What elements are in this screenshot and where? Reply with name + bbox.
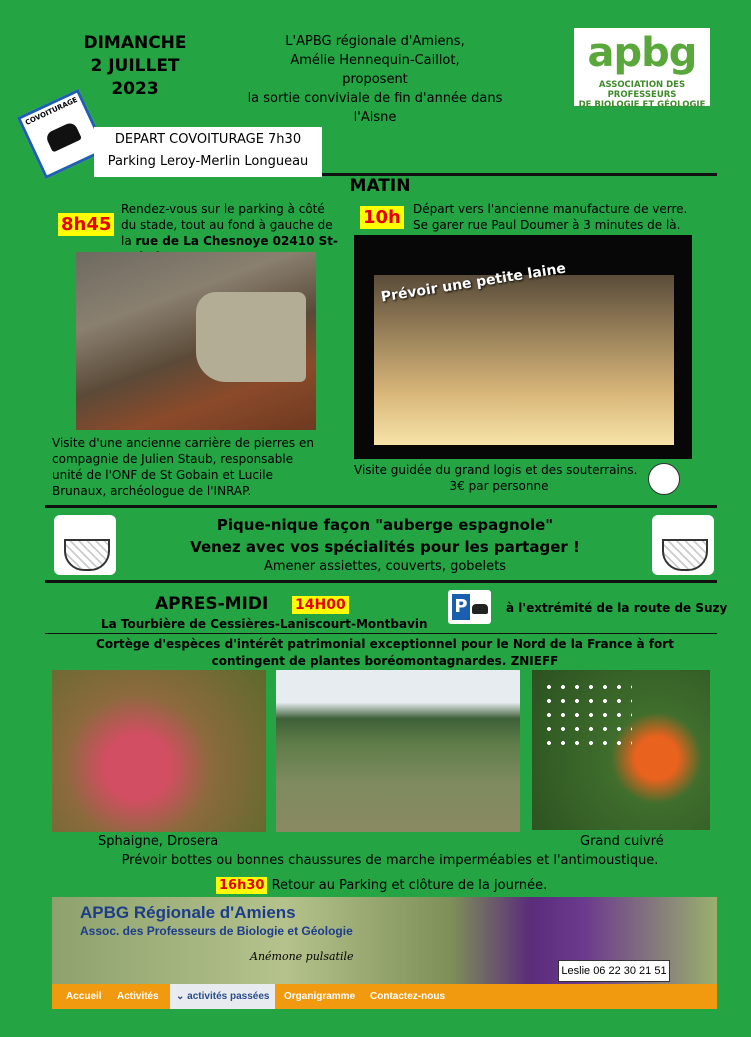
- date-month: 2 JUILLET: [90, 56, 180, 76]
- intro-line: L'APBG régionale d'Amiens,: [285, 34, 465, 49]
- intro-line: l'Aisne: [353, 110, 397, 125]
- caption-line: Visite guidée du grand logis et des souterrains.: [354, 463, 638, 477]
- nav-bar: [52, 984, 717, 1009]
- banner-subtitle: Assoc. des Professeurs de Biologie et Géologie: [80, 924, 353, 938]
- logo-word: apbg: [587, 30, 697, 76]
- picnic-info: [130, 514, 640, 576]
- time-14h: 14H00: [292, 596, 349, 614]
- nav-contact[interactable]: Contactez-nous: [370, 991, 445, 1002]
- quarry-caption: Visite d'une ancienne carrière de pierres en compagnie de Julien Staub, responsable unité de l'ONF de St Gobain et Lucile Brunaux, archéologue de l'INRAP.: [52, 436, 314, 498]
- contact-phone: Leslie 06 22 30 21 51: [558, 960, 670, 982]
- date-year: 2023: [111, 79, 159, 99]
- banner-flower-name: Anémone pulsatile: [250, 950, 354, 963]
- nav-label: activités passées: [187, 991, 270, 1002]
- time-badge: [292, 594, 349, 613]
- photo-caption-laine: Prévoir une petite laine: [379, 260, 567, 306]
- section-title-apres-midi: APRES-MIDI: [155, 594, 269, 614]
- covoiturage-box: [94, 127, 322, 177]
- apbg-banner: [52, 897, 717, 984]
- intro-line: la sortie conviviale de fin d'année dans: [247, 91, 503, 106]
- car-icon: [45, 121, 82, 153]
- covoiturage-place: Parking Leroy-Merlin Longueau: [107, 154, 309, 169]
- divider: [45, 505, 717, 508]
- manufacture-caption: [354, 462, 644, 494]
- picnic-bring: Amener assiettes, couverts, gobelets: [263, 559, 507, 574]
- time-10h: 10h: [360, 206, 404, 229]
- logo-sub-line: DE BIOLOGIE ET GÉOLOGIE: [578, 100, 706, 110]
- parking-p: P: [452, 594, 470, 620]
- price: 3€ par personne: [449, 479, 549, 493]
- glassworks-text: Départ vers l'ancienne manufacture de verre. Se garer rue Paul Doumer à 3 minutes de là.: [413, 202, 688, 232]
- nav-activites-passees[interactable]: [170, 984, 275, 1009]
- banner-title: APBG Régionale d'Amiens: [80, 903, 296, 922]
- time-badge: [58, 214, 114, 235]
- butterfly-photo: [532, 670, 710, 830]
- chevron-down-icon: ⌄: [176, 991, 188, 1002]
- section-title-matin: MATIN: [349, 176, 411, 196]
- building-shape: [374, 275, 674, 445]
- drosera-photo: [52, 670, 266, 832]
- intro-line: Amélie Hennequin-Caillot,: [290, 53, 460, 68]
- apbg-logo: [574, 28, 710, 110]
- basket-body: [64, 539, 110, 571]
- flower-shape: [542, 680, 632, 750]
- intro-line: proposent: [342, 72, 408, 87]
- parking-text: à l'extrémité de la route de Suzy: [506, 601, 728, 615]
- divider: [45, 633, 717, 634]
- time-16h30: 16h30: [216, 877, 267, 894]
- logo-sub-line: ASSOCIATION DES PROFESSEURS: [598, 80, 686, 100]
- intro-text: [245, 32, 505, 127]
- picnic-basket-icon: [54, 515, 116, 575]
- time-badge: [360, 207, 404, 228]
- divider: [45, 580, 717, 583]
- meeting-text: Rendez-vous sur le parking à côté du stade, tout au fond à gauche de la: [121, 202, 333, 248]
- return-text: Retour au Parking et clôture de la journée.: [267, 878, 548, 893]
- logo-subtitle: [574, 80, 710, 110]
- bog-description: Cortège d'espèces d'intérêt patrimonial exceptionnel pour le Nord de la France à fort contingent de plantes boréomontagnardes. ZNIEFF: [96, 637, 674, 668]
- nav-organigramme[interactable]: Organigramme: [284, 991, 356, 1002]
- meeting-address: rue de La Chesnoye 02410 St-: [135, 234, 338, 248]
- parking-car: [472, 604, 488, 614]
- picnic-basket-icon: [652, 515, 714, 575]
- sign-label: COVOITURAGE: [24, 95, 79, 127]
- parking-icon: [448, 590, 491, 624]
- wool-ball-icon: [648, 463, 680, 495]
- nav-activites[interactable]: Activités: [117, 991, 159, 1002]
- quarry-photo: [76, 252, 316, 430]
- nav-accueil[interactable]: Accueil: [66, 991, 102, 1002]
- picnic-subtitle: Venez avec vos spécialités pour les partager !: [190, 538, 580, 556]
- bog-landscape-photo: [276, 670, 520, 832]
- event-date: [70, 32, 200, 101]
- afternoon-place: La Tourbière de Cessières-Laniscourt-Montbavin: [101, 617, 428, 631]
- advice-text: Prévoir bottes ou bonnes chaussures de marche imperméables et l'antimoustique.: [121, 853, 659, 868]
- drosera-caption: Sphaigne, Drosera: [98, 834, 219, 849]
- return-line: [216, 878, 547, 893]
- time-8h45: 8h45: [58, 213, 114, 236]
- picnic-title: Pique-nique façon "auberge espagnole": [216, 516, 554, 534]
- butterfly-caption: Grand cuivré: [580, 834, 664, 849]
- basket-body: [662, 539, 708, 571]
- covoiturage-departure: DEPART COVOITURAGE 7h30: [114, 132, 302, 147]
- date-day: DIMANCHE: [83, 33, 187, 53]
- rock-shape: [196, 292, 306, 382]
- manufacture-photo: [354, 235, 692, 459]
